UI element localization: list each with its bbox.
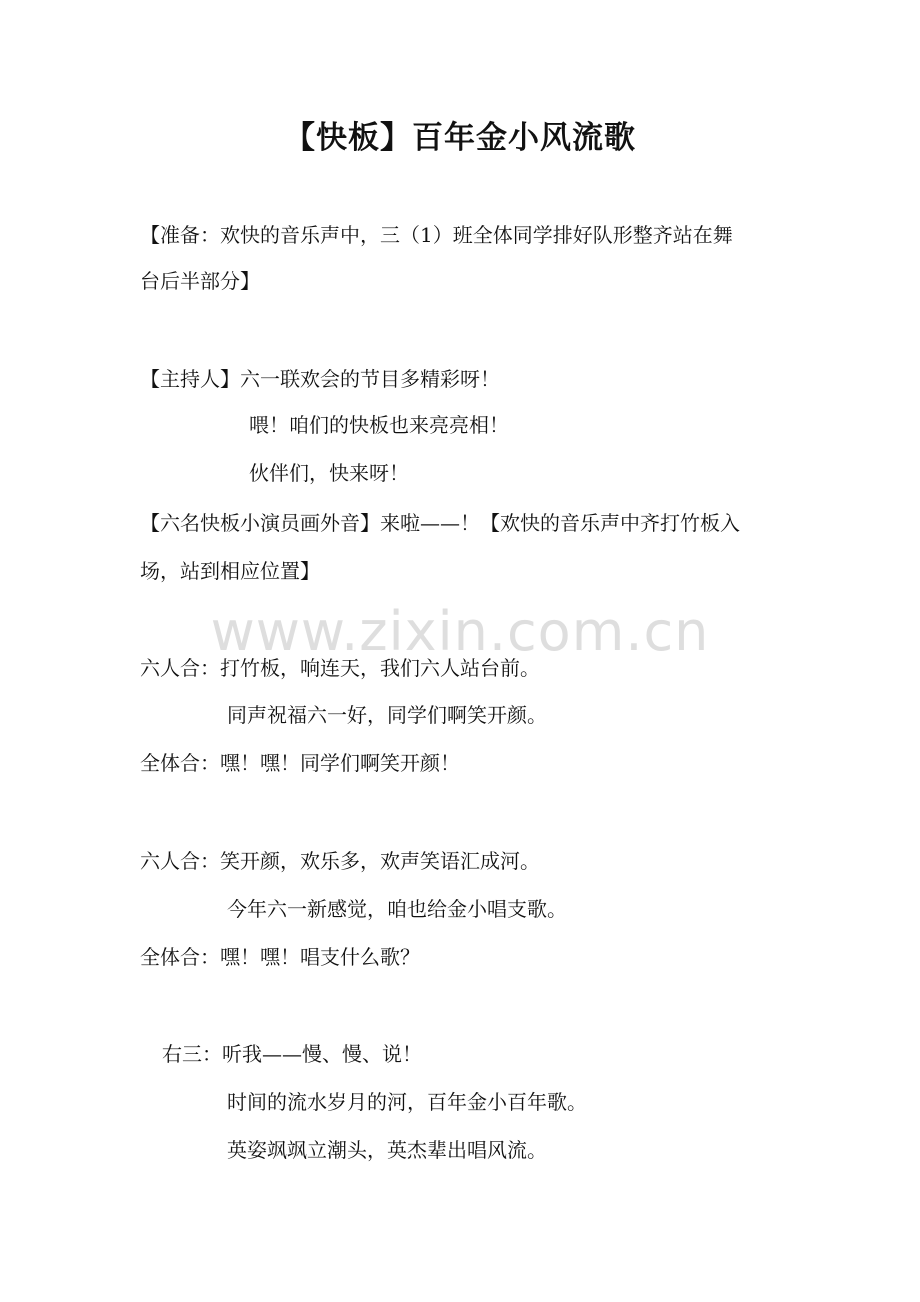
verse-line: 全体合：嘿！嘿！同学们啊笑开颜！ [140,751,460,775]
verse-line: 英姿飒飒立潮头，英杰辈出唱风流。 [227,1138,547,1162]
watermark-text: www.zixin.com.cn [210,600,710,663]
verse-line: 六人合：笑开颜，欢乐多，欢声笑语汇成河。 [140,849,540,873]
offstage-line-2: 场，站到相应位置】 [140,559,320,583]
stage-direction-prep-line-1: 【准备：欢快的音乐声中，三（1）班全体同学排好队形整齐站在舞 [140,223,733,247]
host-line-2: 喂！咱们的快板也来亮亮相！ [249,413,509,437]
verse-line: 右三：听我——慢、慢、说！ [162,1042,422,1066]
verse-line: 时间的流水岁月的河，百年金小百年歌。 [227,1090,587,1114]
host-line-3: 伙伴们，快来呀！ [249,461,409,485]
verse-line: 同声祝福六一好，同学们啊笑开颜。 [227,703,547,727]
host-line-1: 【主持人】六一联欢会的节目多精彩呀！ [140,367,500,391]
verse-line: 全体合：嘿！嘿！唱支什么歌？ [140,945,420,969]
document-title: 【快板】百年金小风流歌 [284,120,636,156]
verse-line: 今年六一新感觉，咱也给金小唱支歌。 [227,897,567,921]
offstage-line-1: 【六名快板小演员画外音】来啦——！【欢快的音乐声中齐打竹板入 [140,511,740,535]
verse-line: 六人合：打竹板，响连天，我们六人站台前。 [140,656,540,680]
stage-direction-prep-line-2: 台后半部分】 [140,269,260,293]
